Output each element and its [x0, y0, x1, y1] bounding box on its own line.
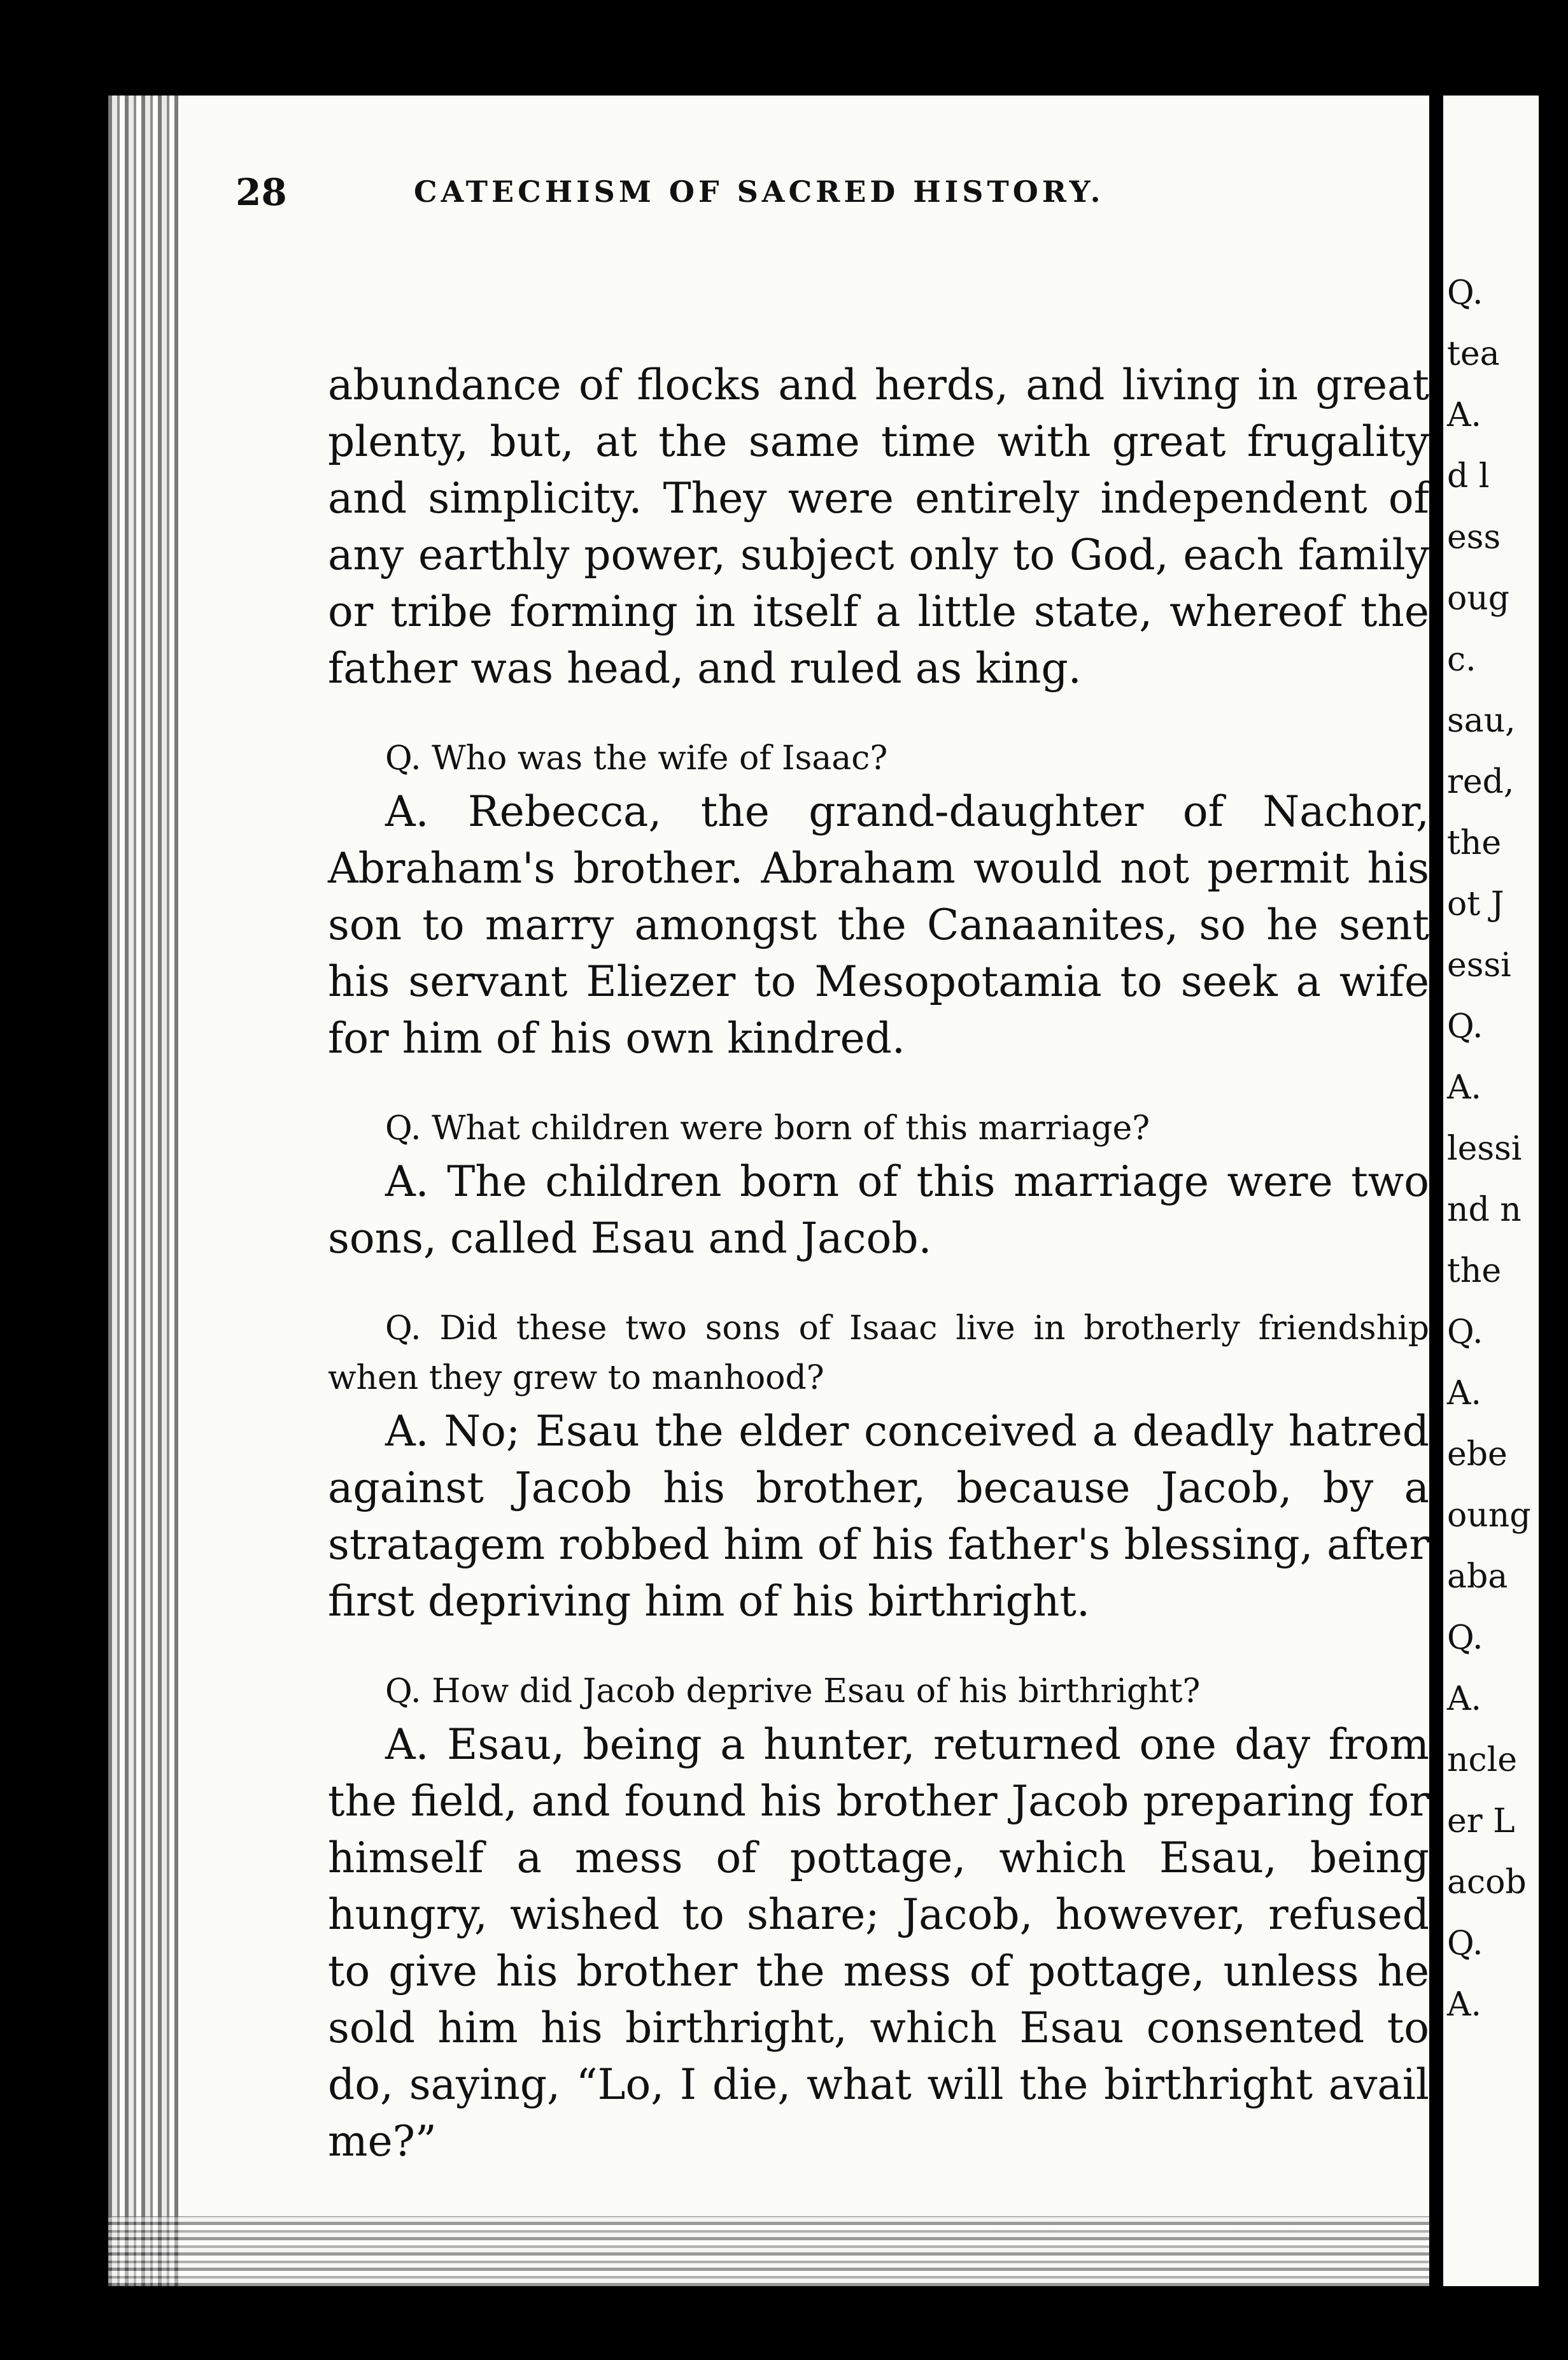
adjacent-page-fragment: A. — [1447, 1986, 1482, 2024]
adjacent-page-fragment: ess — [1447, 518, 1501, 557]
adjacent-page-fragment: A. — [1447, 1374, 1482, 1412]
adjacent-page-fragment: ebe — [1447, 1435, 1508, 1474]
adjacent-page-fragment: A. — [1447, 1680, 1482, 1718]
adjacent-page-fragment: the — [1447, 1252, 1502, 1290]
adjacent-page-fragment: c. — [1447, 641, 1476, 679]
question-paragraph: Q. What children were born of this marriage? — [385, 1109, 1150, 1148]
adjacent-page-fragment: d l — [1447, 457, 1490, 495]
question-paragraph: Q. Who was the wife of Isaac? — [385, 739, 888, 778]
page-edge-left — [108, 96, 178, 2286]
adjacent-page-fragment: Q. — [1447, 1313, 1483, 1351]
adjacent-page-fragment: ncle — [1447, 1741, 1518, 1779]
adjacent-page-fragment: acob — [1447, 1863, 1527, 1902]
adjacent-page-fragment: A. — [1447, 396, 1482, 434]
adjacent-page-fragment: er L — [1447, 1802, 1515, 1840]
adjacent-page-fragment: ot J — [1447, 885, 1504, 923]
answer-paragraph: A. Esau, being a hunter, returned one day from the field, and found his brother Jacob preparing for himself a mess of pottage, which Esau, being hungry, wished to share; Jacob, however, refused to give his brother the mess of pottage, unless he sold him his birthright, which Esau consented to do, saying, “Lo, I die, what will the birthright avail me?” — [328, 1720, 1429, 2166]
adjacent-page-fragment: Q. — [1447, 1924, 1483, 1963]
continuation-paragraph: abundance of flocks and herds, and living in great plenty, but, at the same time with great frugality and simplicity. They were entirely independent of any earthly power, subject only to God, each family or tribe forming in itself a little state, whereof the father was head, and ruled as king. — [328, 360, 1429, 693]
adjacent-page-fragment: red, — [1447, 763, 1515, 801]
adjacent-page-fragment: tea — [1447, 335, 1500, 373]
adjacent-page-edge — [1429, 96, 1539, 2286]
running-head-title: CATECHISM OF SACRED HISTORY. — [414, 174, 1105, 209]
answer-paragraph: A. No; Esau the elder conceived a deadly hatred against Jacob his brother, because Jacob, by a stratagem robbed him of his father's blessing, after first depriving him of his birthright. — [328, 1407, 1429, 1626]
adjacent-page-fragment: sau, — [1447, 702, 1516, 740]
adjacent-page-fragment: Q. — [1447, 274, 1483, 312]
adjacent-page-fragment: essi — [1447, 946, 1511, 985]
adjacent-page-fragment: oug — [1447, 579, 1510, 618]
page-edge-bottom — [108, 2216, 1445, 2286]
adjacent-page-fragment: A. — [1447, 1069, 1482, 1107]
adjacent-page-fragment: Q. — [1447, 1619, 1483, 1657]
page-number: 28 — [236, 171, 287, 214]
adjacent-page-fragment: aba — [1447, 1558, 1508, 1596]
adjacent-page-fragment: the — [1447, 824, 1502, 862]
adjacent-page-fragment: nd n — [1447, 1191, 1522, 1229]
adjacent-page-fragment: lessi — [1447, 1130, 1522, 1168]
adjacent-page-fragment: oung — [1447, 1496, 1531, 1535]
answer-paragraph: A. Rebecca, the grand-daughter of Nachor, Abraham's brother. Abraham would not permit his son to marry amongst the Canaanites, so he sent his servant Eliezer to Mesopotamia to seek a wife for him of his own kindred. — [328, 787, 1429, 1063]
body-text — [328, 357, 1429, 2170]
question-paragraph: Q. How did Jacob deprive Esau of his birthright? — [385, 1672, 1201, 1710]
question-paragraph: Q. Did these two sons of Isaac live in brotherly friendship when they grew to manhood? — [328, 1309, 1429, 1397]
adjacent-page-fragment: Q. — [1447, 1007, 1483, 1046]
answer-paragraph: A. The children born of this marriage were two sons, called Esau and Jacob. — [328, 1157, 1429, 1263]
